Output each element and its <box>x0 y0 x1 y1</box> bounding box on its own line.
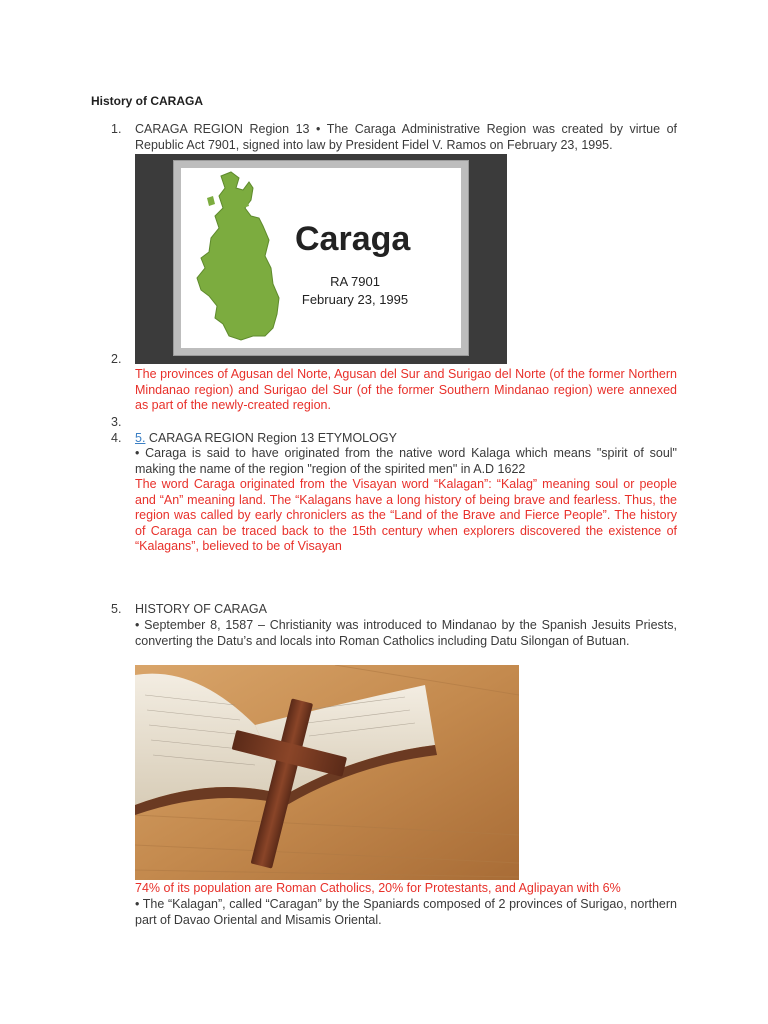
caraga-slide-svg <box>181 168 461 348</box>
caraga-slide-law: RA 7901 <box>330 274 380 289</box>
item-4-text: • Caraga is said to have originated from the native word Kalaga which means "spirit of soul" making the name of the region "region of the spirited men" in A.D 1622 <box>135 446 677 476</box>
item-1-text: CARAGA REGION Region 13 • The Caraga Administrative Region was created by virtue of Republic Act 7901, signed into law by President Fidel V. Ramos on February 23, 1995. <box>135 122 677 152</box>
caraga-slide <box>181 168 461 348</box>
document-title: History of CARAGA <box>91 94 204 108</box>
item-4-red-text: The word Caraga originated from the Visayan word “Kalagan”: “Kalag” meaning soul or people and “An” meaning land. The “Kalagans have a long history of being brave and fearless. Thus, the region was called by early chroniclers as the “Land of the Brave and Fierce People”. The history of Caraga can be traced back to the 15th century when explorers discovered the existence of “Kalagans”, believed to be of Visayan <box>135 477 677 553</box>
item-4-link[interactable]: 5. <box>135 431 146 445</box>
caraga-slide-date: February 23, 1995 <box>301 292 409 307</box>
caraga-map-image <box>135 154 507 364</box>
list-number: 4. <box>111 431 122 445</box>
item-4-heading-text: CARAGA REGION Region 13 ETYMOLOGY <box>145 431 397 445</box>
item-5-red-text: 74% of its population are Roman Catholics, 20% for Protestants, and Aglipayan with 6% <box>135 881 621 895</box>
list-number: 1. <box>111 122 122 136</box>
item-5-text-2: • The “Kalagan”, called “Caragan” by the Spaniards composed of 2 provinces of Surigao, northern part of Davao Oriental and Misamis Oriental. <box>135 897 677 927</box>
cross-bible-photo <box>135 665 519 880</box>
caraga-map-shape <box>197 172 279 340</box>
caraga-map-island <box>207 196 215 206</box>
list-number: 2. <box>111 352 122 366</box>
item-5-text: • September 8, 1587 – Christianity was introduced to Mindanao by the Spanish Jesuits Priests, converting the Datu’s and locals into Roman Catholics including Datu Silongan of Butuan. <box>135 618 677 648</box>
item-4-heading <box>135 431 677 447</box>
cross-bible-svg <box>135 665 519 880</box>
list-number: 3. <box>111 415 122 429</box>
caraga-slide-title: Caraga <box>295 220 411 258</box>
list-number: 5. <box>111 602 122 616</box>
item-5-heading: HISTORY OF CARAGA <box>135 602 267 616</box>
item-2-text: The provinces of Agusan del Norte, Agusan del Sur and Surigao del Norte (of the former Northern Mindanao region) and Surigao del Sur (of the former Southern Mindanao region) were annexed as part of the newly-created region. <box>135 367 677 412</box>
